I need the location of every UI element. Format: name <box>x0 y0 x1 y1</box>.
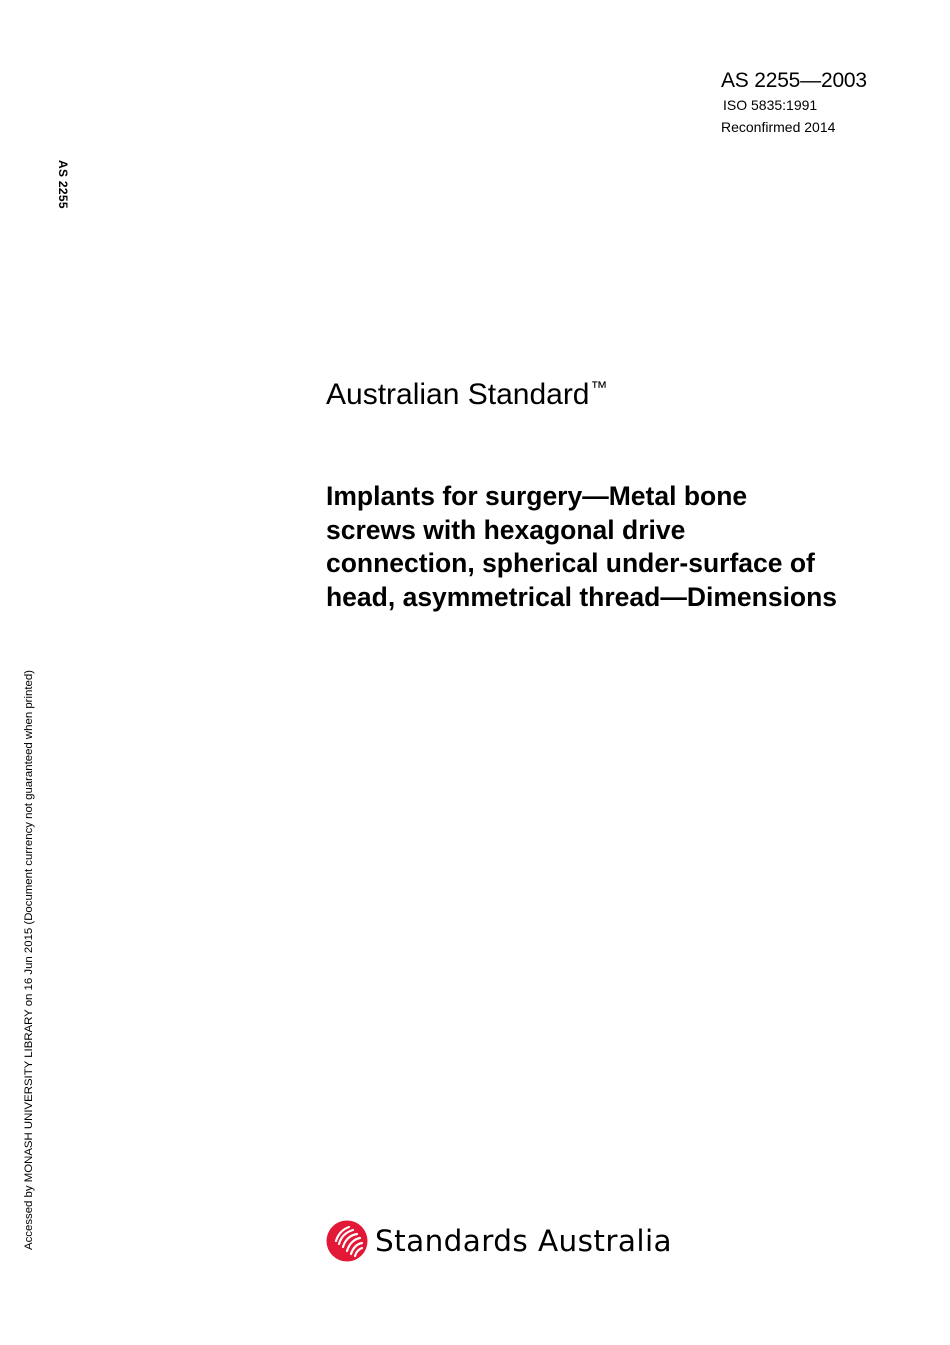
publisher-name: Standards Australia <box>375 1224 673 1258</box>
standard-number: AS 2255—2003 <box>721 69 867 92</box>
spine-code: AS 2255 <box>56 160 70 209</box>
title-line: screws with hexagonal drive <box>326 514 686 545</box>
reconfirmed-note: Reconfirmed 2014 <box>721 119 836 135</box>
reference-block <box>721 68 867 137</box>
trademark-symbol: ™ <box>590 378 608 397</box>
standards-australia-logo-icon <box>326 1220 368 1262</box>
standard-label-text: Australian Standard <box>326 378 590 411</box>
publisher-logo <box>326 1218 672 1264</box>
iso-reference: ISO 5835:1991 <box>723 97 818 113</box>
document-title <box>326 480 916 614</box>
standard-label <box>326 377 608 413</box>
title-line: Implants for surgery—Metal bone <box>326 481 748 511</box>
title-line: head, asymmetrical thread—Dimensions <box>326 581 838 612</box>
title-line: connection, spherical under-surface of <box>326 548 815 578</box>
access-note: Accessed by MONASH UNIVERSITY LIBRARY on 16 Jun 2015 (Document currency not guaranteed when printed) <box>23 670 35 1250</box>
